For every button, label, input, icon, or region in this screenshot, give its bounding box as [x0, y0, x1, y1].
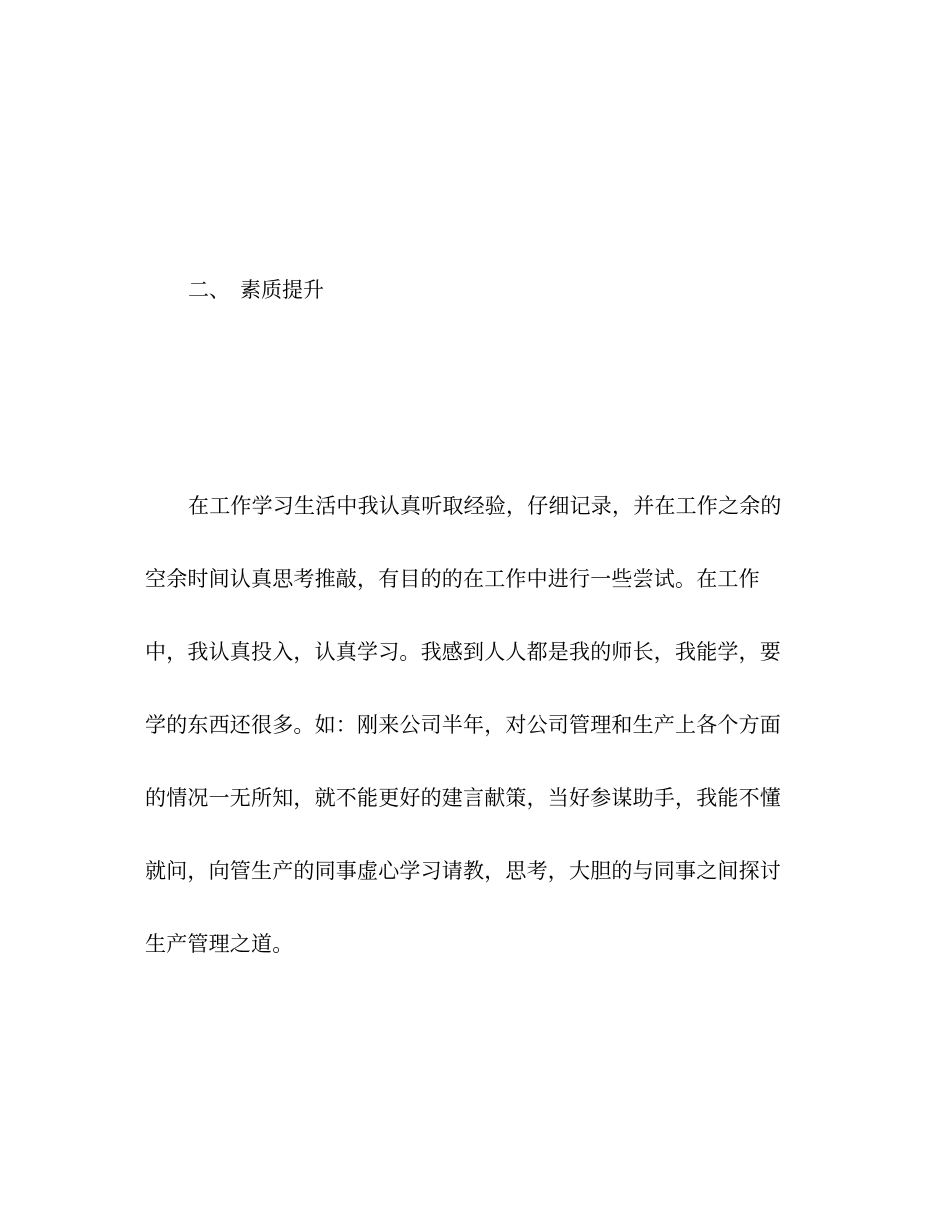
section-number: 二、 — [188, 278, 230, 302]
paragraph-line: 的情况一无所知，就不能更好的建言献策，当好参谋助手，我能不懂 — [145, 786, 781, 810]
section-heading — [188, 274, 324, 306]
paragraph-line: 空余时间认真思考推敲，有目的的在工作中进行一些尝试。在工作 — [145, 567, 760, 591]
paragraph-line: 在工作学习生活中我认真听取经验，仔细记录，并在工作之余的 — [188, 494, 782, 518]
paragraph-line: 学的东西还很多。如：刚来公司半年，对公司管理和生产上各个方面 — [145, 713, 781, 737]
section-title: 素质提升 — [240, 278, 324, 302]
paragraph-line: 就问，向管生产的同事虚心学习请教，思考，大胆的与同事之间探讨 — [145, 859, 781, 883]
paragraph-line: 生产管理之道。 — [145, 932, 294, 956]
paragraph-line: 中，我认真投入，认真学习。我感到人人都是我的师长，我能学，要 — [145, 640, 781, 664]
